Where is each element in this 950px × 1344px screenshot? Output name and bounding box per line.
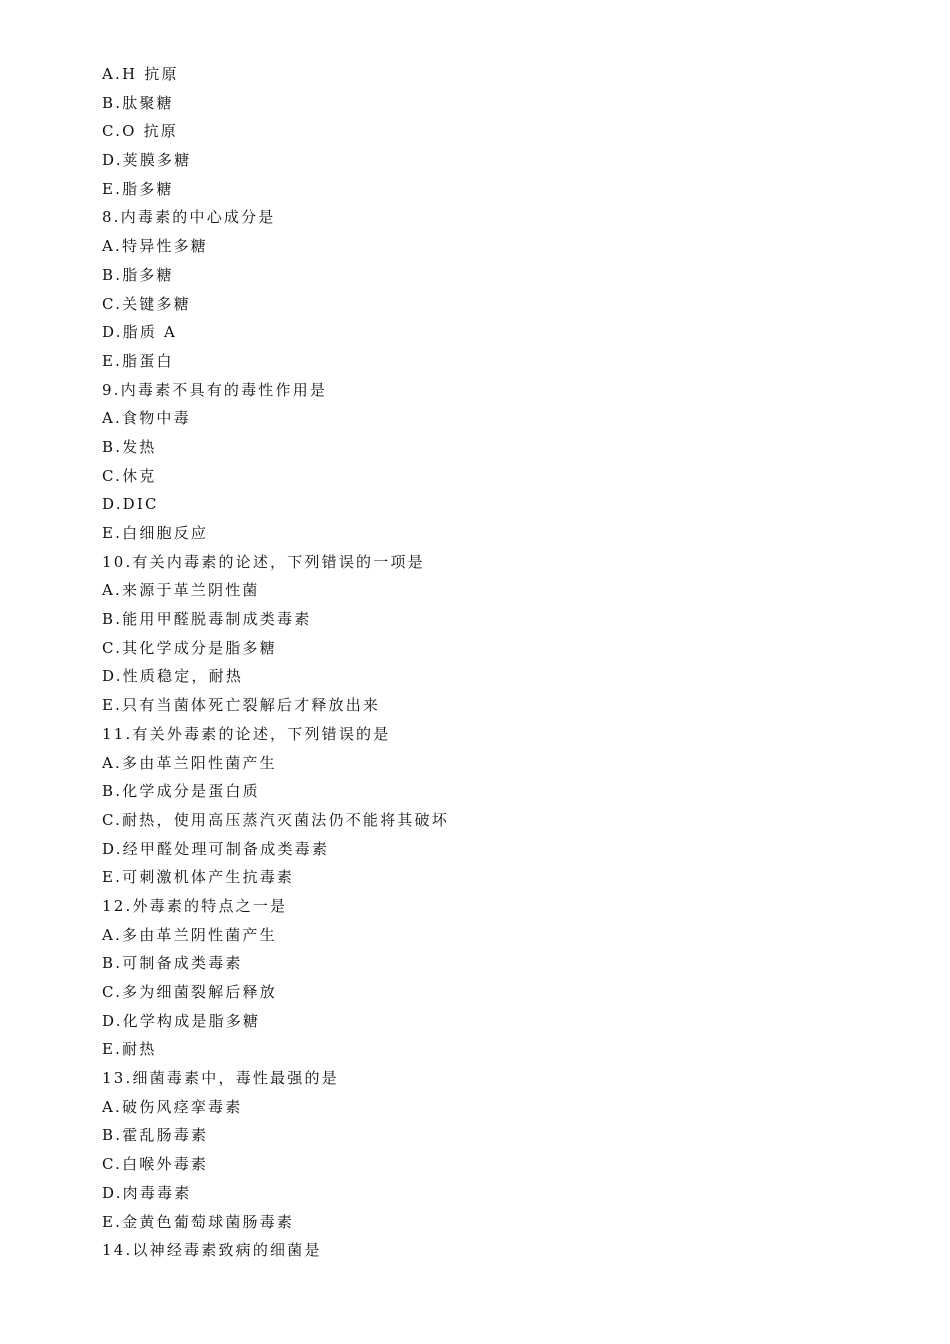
text-line: 12.外毒素的特点之一是 (102, 896, 288, 915)
text-line: E.脂蛋白 (102, 351, 174, 370)
text-line: D.肉毒毒素 (102, 1183, 192, 1202)
text-line: A.破伤风痉挛毒素 (102, 1097, 243, 1116)
text-line: A.来源于革兰阴性菌 (102, 581, 260, 600)
text-line: B.脂多糖 (102, 265, 174, 284)
text-line: C.耐热，使用高压蒸汽灭菌法仍不能将其破坏 (102, 810, 449, 829)
text-line: A.H 抗原 (102, 65, 179, 83)
text-line: B.肽聚糖 (102, 93, 174, 112)
text-line: D.性质稳定，耐热 (102, 667, 244, 686)
text-line: 13.细菌毒素中，毒性最强的是 (102, 1069, 339, 1088)
text-line: C.O 抗原 (102, 122, 178, 141)
text-line: B.发热 (102, 437, 157, 456)
text-line: C.关键多糖 (102, 294, 191, 313)
text-line: B.化学成分是蛋白质 (102, 782, 260, 801)
text-line: A.食物中毒 (102, 409, 191, 428)
text-line: B.可制备成类毒素 (102, 954, 243, 973)
text-line: C.白喉外毒素 (102, 1155, 209, 1174)
text-line: D.DIC (102, 495, 159, 514)
text-line: E.只有当菌体死亡裂解后才释放出来 (102, 696, 381, 715)
text-line: D.经甲醛处理可制备成类毒素 (102, 839, 330, 858)
text-line: 11.有关外毒素的论述，下列错误的是 (102, 724, 391, 743)
text-line: D.化学构成是脂多糖 (102, 1011, 261, 1030)
text-line: 8.内毒素的中心成分是 (102, 208, 276, 227)
text-line: C.多为细菌裂解后释放 (102, 983, 277, 1001)
text-line: 14.以神经毒素致病的细菌是 (102, 1241, 322, 1260)
text-line: B.霍乱肠毒素 (102, 1126, 209, 1145)
text-line: C.休克 (102, 466, 157, 485)
text-line: C.其化学成分是脂多糖 (102, 638, 277, 657)
document-page (102, 62, 902, 1267)
text-line: E.白细胞反应 (102, 524, 209, 542)
text-line: 10.有关内毒素的论述，下列错误的一项是 (102, 552, 425, 571)
text-line: B.能用甲醛脱毒制成类毒素 (102, 610, 312, 629)
text-line: E.金黄色葡萄球菌肠毒素 (102, 1212, 295, 1231)
text-line: E.脂多糖 (102, 179, 174, 198)
text-line: D.荚膜多糖 (102, 151, 192, 170)
text-line: E.可刺激机体产生抗毒素 (102, 868, 295, 887)
text-line: 9.内毒素不具有的毒性作用是 (102, 380, 328, 399)
text-line: A.多由革兰阴性菌产生 (102, 925, 277, 944)
text-line: E.耐热 (102, 1040, 157, 1059)
text-line: A.特异性多糖 (102, 237, 209, 256)
text-line: D.脂质 A (102, 323, 178, 342)
text-line: A.多由革兰阳性菌产生 (102, 753, 277, 772)
